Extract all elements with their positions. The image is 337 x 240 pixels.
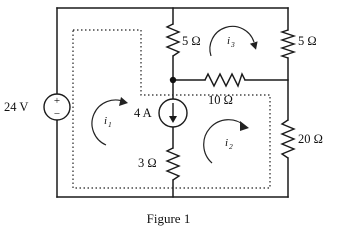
resistor-right-bottom xyxy=(282,120,294,158)
resistor-top-middle xyxy=(167,24,179,56)
plus-sign: + xyxy=(53,95,61,107)
figure-caption: Figure 1 xyxy=(146,211,191,226)
mesh-current-i3-subscript: 3 xyxy=(231,40,235,49)
voltage-source xyxy=(44,94,70,120)
arrowhead-icon xyxy=(240,121,249,131)
resistor-right-bottom-label: 20 Ω xyxy=(298,132,323,146)
resistor-right-top xyxy=(282,30,294,58)
current-source-label: 4 A xyxy=(134,106,152,120)
voltage-source-label: 24 V xyxy=(4,100,29,114)
mesh-current-i1-subscript: 1 xyxy=(108,120,112,129)
arrowhead-icon xyxy=(119,97,128,106)
junction-node xyxy=(170,77,176,83)
minus-sign: − xyxy=(53,108,61,120)
arrowhead-icon xyxy=(250,41,259,50)
resistor-horizontal-label: 10 Ω xyxy=(208,93,233,107)
resistor-bottom-middle-label: 3 Ω xyxy=(138,156,157,170)
resistor-horizontal xyxy=(205,74,245,86)
mesh-current-i1-label: i xyxy=(104,115,108,127)
resistor-bottom-middle xyxy=(167,148,179,180)
current-source xyxy=(159,99,187,127)
mesh-current-i2-subscript: 2 xyxy=(229,142,233,151)
mesh-current-i2-label: i xyxy=(225,137,229,149)
resistor-top-middle-label: 5 Ω xyxy=(182,34,201,48)
resistor-right-top-label: 5 Ω xyxy=(298,34,317,48)
mesh-current-i3-label: i xyxy=(227,35,231,47)
